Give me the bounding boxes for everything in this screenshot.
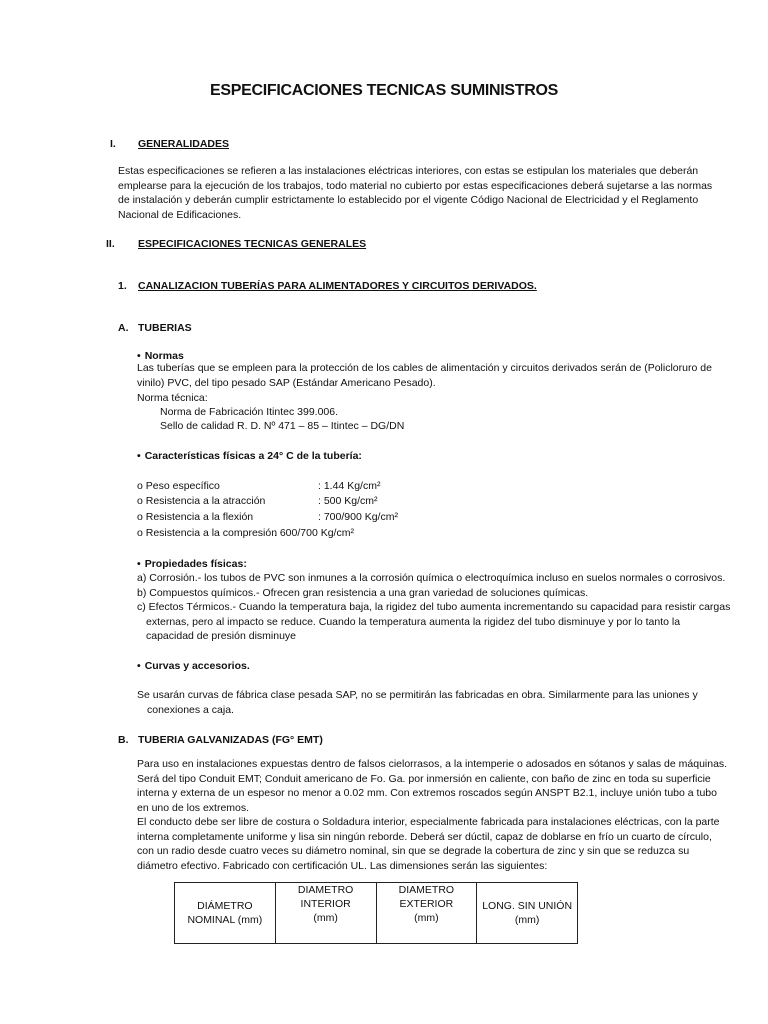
propiedad-b: b) Compuestos químicos.- Ofrecen gran resistencia a una gran variedad de soluciones químicas. (137, 587, 589, 599)
paragraph-line: emplearse para la ejecución de los trabajos, todo material no cubierto por estas especificaciones deberá sujetarse a las normas (118, 179, 713, 192)
paragraph-line: externas, pero al impacto se reduce. Cuando la temperatura aumenta la rigidez del tubo disminuye y por lo tanto la (146, 615, 681, 628)
paragraph-line: capacidad de presión disminuye (146, 630, 297, 642)
header-text: DIAMETRO (297, 884, 354, 896)
table-header-cell-diametro-nominal (175, 883, 276, 944)
property-value: : 700/900 Kg/cm² (318, 511, 398, 523)
norma-tecnica-item: Norma de Fabricación Itintec 399.006. (160, 406, 339, 418)
dimensions-table (174, 882, 578, 944)
section-number: II. (106, 238, 115, 250)
property-label: o Resistencia a la flexión (137, 511, 254, 523)
galvanizadas-paragraph (137, 757, 728, 873)
paragraph-line: conexiones a caja. (147, 703, 234, 716)
part-heading-tuberias: TUBERIAS (138, 322, 192, 334)
part-letter: B. (118, 734, 129, 746)
header-text: INTERIOR (300, 898, 351, 910)
table-header-cell-long-sin-union (477, 883, 578, 944)
subsection-heading-canalizacion: CANALIZACION TUBERÍAS PARA ALIMENTADORES Y CIRCUITOS DERIVADOS. (138, 280, 537, 292)
header-text: LONG. SIN UNIÓN (482, 900, 573, 912)
part-letter: A. (118, 322, 129, 334)
paragraph-line: Las tuberías que se empleen para la protección de los cables de alimentación y circuitos derivados serán de (Policloruro de (137, 362, 712, 374)
paragraph-line: Será del tipo Conduit EMT; Conduit americano de Fo. Ga. por inmersión en caliente, con baño de zinc en toda su superficie (137, 772, 711, 785)
paragraph-line: Se usarán curvas de fábrica clase pesada SAP, no se permitirán las fabricadas en obra. Similarmente para las uniones y (137, 689, 698, 701)
table-header-row (175, 883, 578, 944)
table-header-cell-diametro-exterior (376, 883, 477, 944)
property-value: : 1.44 Kg/cm² (318, 480, 381, 492)
curvas-paragraph (137, 688, 698, 717)
table-header-cell-diametro-interior (275, 883, 376, 944)
paragraph-line: interna y externa de un espesor no menor a 0.02 mm. Con extremos roscados según ANSPT B2.1, incluye unión tubo a tubo (137, 787, 717, 799)
norma-tecnica-item: Sello de calidad R. D. Nº 471 – 85 – Itintec – DG/DN (160, 420, 405, 432)
propiedad-a: a) Corrosión.- los tubos de PVC son inmunes a la corrosión química o electroquímica incluso en suelos normales o corrosivos. (137, 572, 726, 584)
paragraph-line: en uno de los extremos. (137, 801, 250, 814)
paragraph-line: diámetro efectivo. Fabricado con certificación UL. Las dimensiones serán las siguientes: (137, 859, 548, 872)
norma-tecnica-label: Norma técnica: (137, 392, 208, 404)
subsection-number: 1. (118, 280, 127, 292)
paragraph-line: c) Efectos Térmicos.- Cuando la temperatura baja, la rigidez del tubo aumenta incrementando su capacidad para resistir cargas (137, 601, 731, 613)
property-label: o Resistencia a la compresión (137, 527, 278, 539)
curvas-heading: • Curvas y accesorios. (137, 659, 250, 674)
property-label: o Resistencia a la atracción (137, 495, 266, 507)
paragraph-line: Nacional de Edificaciones. (118, 208, 242, 221)
paragraph-line: interna completamente uniforme y lisa sin ningún reborde. Deberá ser dúctil, capaz de doblarse en frío un cuarto de círculo, (137, 830, 712, 843)
header-text: EXTERIOR (399, 898, 454, 910)
paragraph-line: con un radio desde cuatro veces su diámetro nominal, sin que se degrade la cobertura de zinc y sin que se reduzca su (137, 845, 690, 857)
normas-paragraph (137, 361, 712, 390)
caracteristicas-heading: • Características físicas a 24° C de la tubería: (137, 449, 362, 464)
paragraph-line: de instalación y deberán cumplir estrictamente lo establecido por el vigente Código Nacional de Electricidad y el Reglamento (118, 194, 699, 206)
propiedades-heading: • Propiedades físicas: (137, 557, 247, 572)
normas-heading: • Normas (137, 349, 184, 364)
generalidades-paragraph (118, 164, 713, 222)
property-label: o Peso específico (137, 480, 220, 492)
part-heading-galvanizadas: TUBERIA GALVANIZADAS (FG° EMT) (138, 734, 323, 746)
propiedad-c (137, 600, 731, 644)
paragraph-line: Para uso en instalaciones expuestas dentro de falsos cielorrasos, a la intemperie o adosados en sótanos y salas de máquinas. (137, 758, 728, 770)
section-number: I. (110, 138, 116, 150)
document-title: ESPECIFICACIONES TECNICAS SUMINISTROS (209, 82, 559, 99)
section-heading-generalidades: GENERALIDADES (138, 138, 230, 150)
header-text: DIÁMETRO (197, 900, 253, 912)
paragraph-line: vinilo) PVC, del tipo pesado SAP (Estándar Americano Pesado). (137, 376, 436, 389)
header-text: (mm) (313, 912, 338, 924)
section-heading-especificaciones: ESPECIFICACIONES TECNICAS GENERALES (138, 238, 367, 250)
paragraph-line: Estas especificaciones se refieren a las instalaciones eléctricas interiores, con estas se estipulan los materiales que deberán (118, 165, 699, 177)
header-text: (mm) (414, 912, 439, 924)
property-value: : 500 Kg/cm² (318, 495, 378, 507)
header-text: DIAMETRO (398, 884, 455, 896)
header-text: NOMINAL (mm) (187, 914, 263, 926)
property-value: : 600/700 Kg/cm² (274, 527, 354, 539)
paragraph-line: El conducto debe ser libre de costura o Soldadura interior, especialmente fabricada para instalaciones eléctricas, con la parte (137, 816, 720, 828)
header-text: (mm) (514, 914, 540, 926)
